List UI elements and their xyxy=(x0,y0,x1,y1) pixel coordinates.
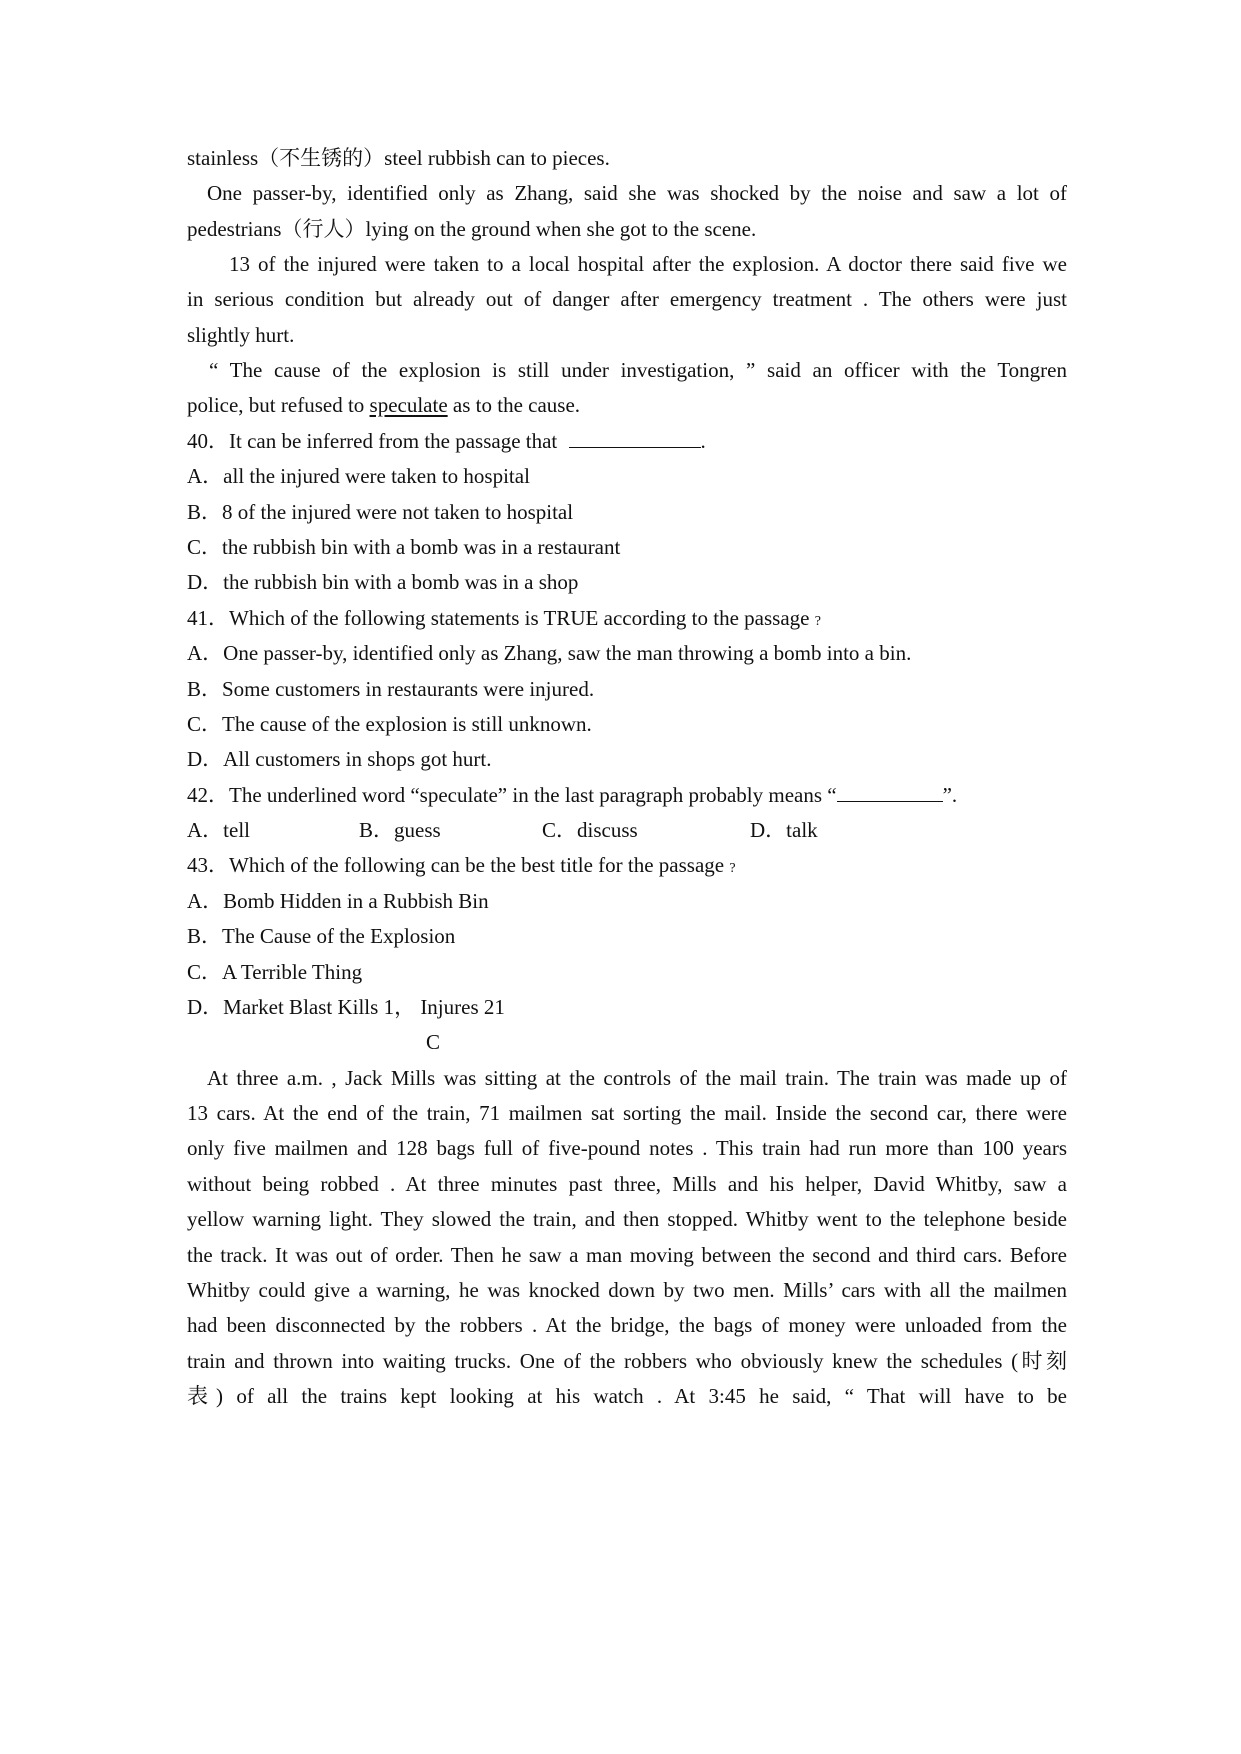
passage-line: Whitby could give a warning, he was knocked down by two men. Mills’ cars with all the mailmen xyxy=(187,1278,1067,1302)
passage-line: “ The cause of the explosion is still under investigation, ” said an officer with the Tongren xyxy=(209,358,1067,382)
passage-line: 13 cars. At the end of the train, 71 mailmen sat sorting the mail. Inside the second car, there were xyxy=(187,1101,1067,1125)
passage-line: stainless（不生锈的）steel rubbish can to pieces. xyxy=(187,146,610,170)
passage-line: At three a.m. , Jack Mills was sitting at the controls of the mail train. The train was made up of xyxy=(207,1066,1067,1090)
question-mark: ? xyxy=(729,861,736,876)
option-a: A．tell xyxy=(187,818,250,842)
option-b: B．guess xyxy=(359,818,441,842)
passage-line: yellow warning light. They slowed the train, and then stopped. Whitby went to the telephone beside xyxy=(187,1207,1067,1231)
passage-text: police, but refused to xyxy=(187,393,370,417)
option-c: C．The cause of the explosion is still unknown. xyxy=(187,712,592,736)
passage-line: train and thrown into waiting trucks. One of the robbers who obviously knew the schedules (时刻 xyxy=(187,1349,1067,1373)
option-d: D．the rubbish bin with a bomb was in a shop xyxy=(187,570,579,594)
passage-line: One passer-by, identified only as Zhang, said she was shocked by the noise and saw a lot of xyxy=(207,181,1067,205)
passage-text: as to the cause. xyxy=(447,393,581,417)
question-stem: 41．Which of the following statements is TRUE according to the passage xyxy=(187,606,810,630)
option-d: D．Market Blast Kills 1， Injures 21 xyxy=(187,995,505,1019)
question-stem: 42．The underlined word “speculate” in the last paragraph probably means “ xyxy=(187,783,837,807)
option-a: A．One passer-by, identified only as Zhang, saw the man throwing a bomb into a bin. xyxy=(187,641,912,665)
passage-line: the track. It was out of order. Then he saw a man moving between the second and third cars. Before xyxy=(187,1243,1067,1267)
option-b: B．The Cause of the Explosion xyxy=(187,924,456,948)
question-42 xyxy=(187,780,957,810)
underlined-word: speculate xyxy=(369,393,448,417)
option-d: D．talk xyxy=(750,818,818,842)
option-c: C．the rubbish bin with a bomb was in a restaurant xyxy=(187,535,621,559)
passage-line: without being robbed . At three minutes past three, Mills and his helper, David Whitby, saw a xyxy=(187,1172,1067,1196)
section-heading: C xyxy=(426,1030,441,1054)
question-stem: 43．Which of the following can be the best title for the passage xyxy=(187,853,725,877)
passage-line: in serious condition but already out of danger after emergency treatment . The others were just xyxy=(187,287,1067,311)
answer-blank xyxy=(837,781,943,802)
passage-line: pedestrians（行人）lying on the ground when she got to the scene. xyxy=(187,217,757,241)
option-c: C．discuss xyxy=(542,818,638,842)
option-b: B．8 of the injured were not taken to hospital xyxy=(187,500,574,524)
option-b: B．Some customers in restaurants were injured. xyxy=(187,677,595,701)
question-40 xyxy=(187,426,706,456)
question-43 xyxy=(187,850,736,884)
option-a: A．all the injured were taken to hospital xyxy=(187,464,530,488)
question-41 xyxy=(187,603,821,637)
option-c: C．A Terrible Thing xyxy=(187,960,363,984)
passage-line: had been disconnected by the robbers . At the bridge, the bags of money were unloaded from the xyxy=(187,1313,1067,1337)
passage-line: 表) of all the trains kept looking at his watch . At 3:45 he said, “ That will have to be xyxy=(187,1384,1067,1408)
passage-line xyxy=(187,390,580,420)
question-mark: ? xyxy=(814,614,821,629)
passage-line: 13 of the injured were taken to a local hospital after the explosion. A doctor there said five we xyxy=(229,252,1067,276)
passage-line: only five mailmen and 128 bags full of five-pound notes . This train had run more than 100 years xyxy=(187,1136,1067,1160)
question-end: ”. xyxy=(942,783,958,807)
option-d: D．All customers in shops got hurt. xyxy=(187,747,492,771)
question-stem: 40．It can be inferred from the passage that xyxy=(187,429,558,453)
answer-blank xyxy=(569,427,701,448)
passage-line: slightly hurt. xyxy=(187,323,295,347)
option-a: A．Bomb Hidden in a Rubbish Bin xyxy=(187,889,489,913)
question-end: . xyxy=(700,429,706,453)
